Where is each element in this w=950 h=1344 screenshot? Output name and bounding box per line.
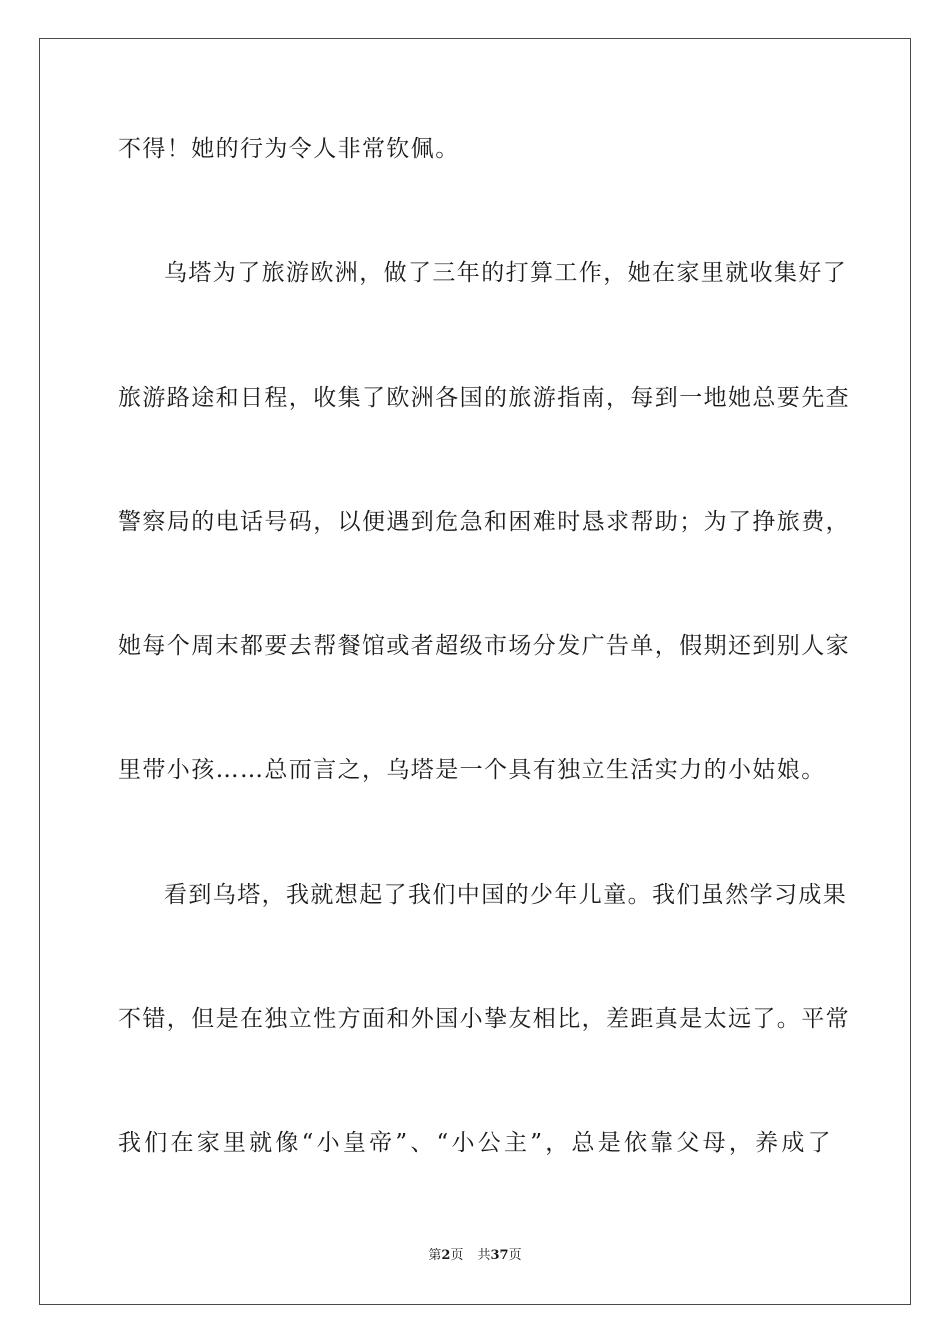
text-line-8: 不错，但是在独立性方面和外国小挚友相比，差距真是太远了。平常	[118, 1006, 850, 1032]
text-line-6: 里带小孩……总而言之，乌塔是一个具有独立生活实力的小姑娘。	[118, 757, 826, 783]
page-frame	[39, 38, 911, 1305]
page-prefix: 第	[428, 1248, 442, 1263]
text-line-1: 不得！她的行为令人非常钦佩。	[118, 136, 460, 162]
text-line-4: 警察局的电话号码，以便遇到危急和困难时恳求帮助；为了挣旅费，	[118, 509, 850, 535]
text-line-3: 旅游路途和日程，收集了欧洲各国的旅游指南，每到一地她总要先查	[118, 385, 850, 411]
text-line-7: 看到乌塔，我就想起了我们中国的少年儿童。我们虽然学习成果	[164, 882, 848, 908]
text-line-2: 乌塔为了旅游欧洲，做了三年的打算工作，她在家里就收集好了	[164, 260, 848, 286]
total-suffix: 页	[508, 1248, 522, 1263]
text-line-9: 我们在家里就像“小皇帝”、“小公主”，总是依靠父母，养成了	[118, 1130, 832, 1156]
page-number: 2	[441, 1248, 451, 1263]
page-suffix: 页	[450, 1248, 464, 1263]
total-prefix: 共	[477, 1248, 491, 1263]
page-footer	[0, 1247, 950, 1265]
text-line-5: 她每个周末都要去帮餐馆或者超级市场分发广告单，假期还到别人家	[118, 633, 850, 659]
total-pages: 37	[490, 1248, 509, 1263]
